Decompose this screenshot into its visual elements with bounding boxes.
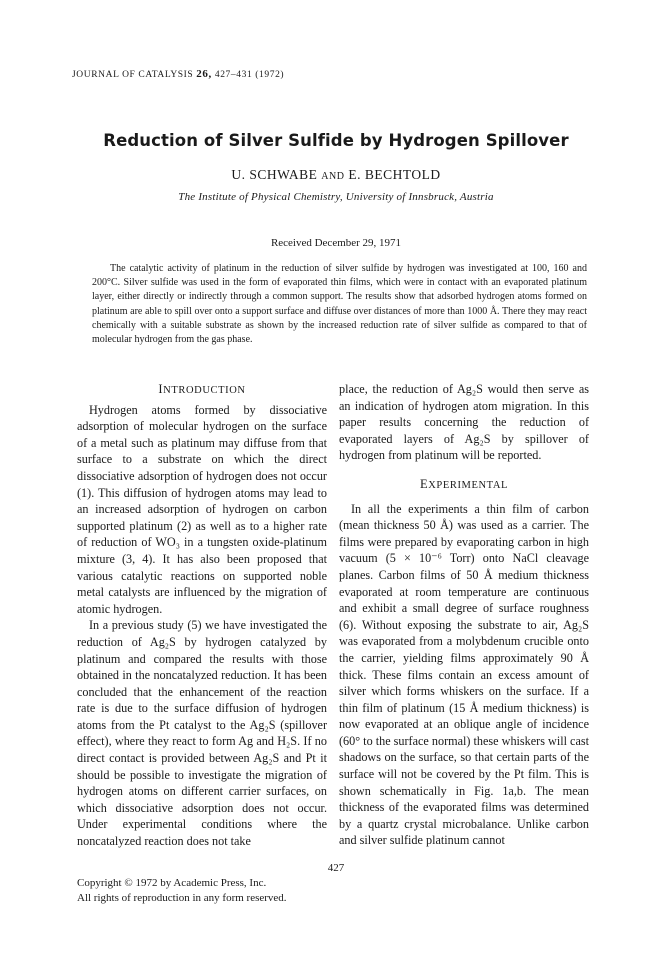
introduction-heading-rest: NTRODUCTION — [163, 385, 246, 396]
rights-line: All rights of reproduction in any form reserved. — [77, 892, 287, 904]
journal-name: JOURNAL OF CATALYSIS — [72, 70, 194, 80]
introduction-heading — [77, 381, 327, 400]
left-column — [77, 381, 327, 850]
experimental-heading-rest: XPERIMENTAL — [428, 479, 509, 491]
abstract: The catalytic activity of platinum in the reduction of silver sulfide by hydrogen was investigated at 100, 160 and 200°C. Silver sulfide was used in the form of evaporated thin films, which were in contact with an evaporated platinum layer, either directly or indirectly through a common support. The results show that adsorbed hydrogen atoms formed on platinum are able to spill over onto a support surface and diffuse over distances of more than 1000 Å. There they may react chemically with a suitable substrate as shown by the increased reduction rate of silver sulfide as compared to that of molecular hydrogen from the gas phase. — [92, 263, 587, 346]
copyright-notice — [77, 876, 287, 906]
introduction-paragraph-1: Hydrogen atoms formed by dissociative adsorption of molecular hydrogen on the surface of a metal such as platinum may diffuse from that surface to a substrate on which the direct dissociative adsorption of hydrogen does not occur (1). This diffusion of hydrogen atoms may lead to an increased adsorption of hydrogen on carbon supported platinum (2) as well as to a higher rate of reduction of WO₃ in a tungsten oxide-platinum mixture (3, 4). It has also been proposed that various catalytic reactions on supported noble metal catalysts are influenced by the migration of atomic hydrogen. — [77, 402, 327, 616]
received-date: Received December 29, 1971 — [270, 237, 402, 249]
author-conjunction: AND — [321, 171, 345, 182]
author-bechtold: E. BECHTOLD — [348, 167, 441, 182]
experimental-heading — [339, 476, 589, 495]
copyright-line: Copyright © 1972 by Academic Press, Inc. — [77, 877, 267, 889]
introduction-heading-initial: I — [158, 382, 164, 396]
experimental-heading-initial: E — [419, 476, 429, 491]
experimental-paragraph-1: In all the experiments a thin film of carbon (mean thickness 50 Å) was used as a carrier. The films were prepared by evaporating carbon in high vacuum (5 × 10⁻⁶ Torr) onto NaCl cleavage planes. Carbon films of 50 Å medium thickness evaporated at room temperature are continuous and exhibit a small degree of surface roughness (6). Without exposing the substrate to air, Ag₂S was evaporated from a molybdenum crucible onto the carrier, yielding films approximately 90 Å thick. These films contain an excess amount of silver which forms whiskers on the surface. If a thin film of platinum (15 Å medium thickness) is now evaporated at an oblique angle of incidence (60° to the surface normal) these whiskers will cast shadows on the surface, so that certain parts of the surface will not be covered by the Pt film. This is shown schematically in Fig. 1a,b. The mean thickness of the evaporated films was determined by a quartz crystal microbalance. Unlike carbon and silver sulfide platinum cannot — [339, 501, 589, 848]
introduction-paragraph-3: place, the reduction of Ag₂S would then serve as an indication of hydrogen atom migration. In this paper results concerning the reduction of evaporated layers of Ag₂S by spillover of hydrogen from platinum will be reported. — [339, 382, 589, 463]
volume-number: 26, — [196, 68, 212, 80]
author-line — [0, 167, 672, 183]
affiliation: The Institute of Physical Chemistry, University of Innsbruck, Austria — [178, 191, 494, 203]
author-schwabe: U. SCHWABE — [231, 167, 318, 182]
right-column — [339, 381, 589, 849]
running-header — [72, 68, 284, 80]
pages-year: 427–431 (1972) — [214, 70, 285, 80]
introduction-paragraph-2: In a previous study (5) we have investigated the reduction of Ag₂S by hydrogen catalyzed by platinum and compared the results with those obtained in the noncatalyzed reduction. It has been concluded that the enhancement of the reaction rate is due to the surface diffusion of hydrogen atoms from the Pt catalyst to the Ag₂S (spillover effect), where they react to form Ag and H₂S. If no direct contact is provided between Ag₂S and Pt it should be possible to investigate the migration of hydrogen atoms on different carrier surfaces, on which dissociative adsorption does not occur. Under experimental conditions where the noncatalyzed reaction does not take — [77, 618, 327, 849]
paper-title: Reduction of Silver Sulfide by Hydrogen Spillover — [103, 131, 569, 150]
page-number: 427 — [327, 862, 345, 874]
